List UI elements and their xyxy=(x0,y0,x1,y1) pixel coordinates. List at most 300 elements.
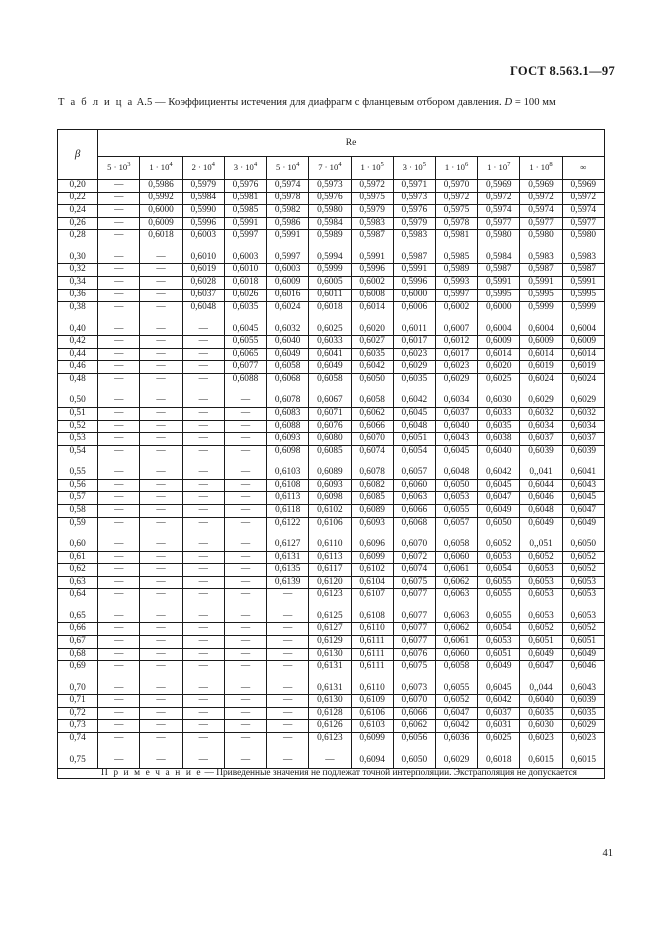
beta-value: 0,59 xyxy=(58,517,98,529)
coefficient-cell: 0,6077 xyxy=(393,589,435,601)
coefficient-cell: 0,6066 xyxy=(393,707,435,720)
coefficient-cell: 0,5975 xyxy=(351,192,393,205)
coefficient-cell: — xyxy=(224,433,266,446)
coefficient-cell: 0,6009 xyxy=(562,336,604,349)
coefficient-cell: — xyxy=(182,539,224,551)
coefficient-cell: 0,5989 xyxy=(309,230,351,242)
coefficient-cell: — xyxy=(224,505,266,518)
coefficient-cell: 0,6135 xyxy=(267,564,309,577)
coefficient-cell: 0,6126 xyxy=(309,720,351,733)
coefficient-cell: — xyxy=(98,361,140,374)
table-row xyxy=(58,361,605,374)
table-row xyxy=(58,420,605,433)
coefficient-cell: 0,6120 xyxy=(309,576,351,589)
coefficient-cell: 0,6117 xyxy=(309,564,351,577)
beta-value: 0,22 xyxy=(58,192,98,205)
coefficient-cell: 0,5997 xyxy=(267,252,309,264)
coefficient-cell: — xyxy=(182,695,224,708)
coefficient-cell: 0,6037 xyxy=(520,433,562,446)
beta-value: 0,65 xyxy=(58,611,98,623)
coefficient-cell: 0,6130 xyxy=(309,695,351,708)
coefficient-cell: — xyxy=(182,420,224,433)
coefficient-cell: 0,6099 xyxy=(351,733,393,745)
coefficient-cell: — xyxy=(182,517,224,529)
reynolds-column-header-7: $1 \cdot 10^5$ xyxy=(351,157,393,180)
coefficient-cell: 0,6050 xyxy=(351,374,393,386)
coefficient-cell: — xyxy=(182,336,224,349)
coefficient-cell: — xyxy=(140,348,182,361)
coefficient-cell: 0,6039 xyxy=(562,445,604,457)
coefficient-cell: 0,6018 xyxy=(309,302,351,314)
coefficient-cell: 0,6033 xyxy=(309,336,351,349)
coefficient-cell: 0,6047 xyxy=(435,707,477,720)
coefficient-cell: — xyxy=(182,623,224,636)
coefficient-cell: — xyxy=(224,707,266,720)
coefficient-cell: 0,6052 xyxy=(562,564,604,577)
coefficient-cell: 0,5978 xyxy=(267,192,309,205)
coefficient-cell: — xyxy=(267,636,309,649)
block-spacer xyxy=(58,457,605,467)
coefficient-cell: 0,6127 xyxy=(309,623,351,636)
coefficient-cell: — xyxy=(182,492,224,505)
coefficient-cell: — xyxy=(182,433,224,446)
coefficient-cell: 0,5979 xyxy=(182,180,224,193)
table-caption-condition: = 100 мм xyxy=(514,97,556,108)
table-row xyxy=(58,539,605,551)
beta-value: 0,54 xyxy=(58,445,98,457)
coefficient-cell: 0,6024 xyxy=(562,374,604,386)
coefficient-cell: — xyxy=(140,277,182,290)
beta-column-header: β xyxy=(58,130,98,180)
beta-value: 0,40 xyxy=(58,324,98,336)
coefficient-cell: 0,6076 xyxy=(309,420,351,433)
coefficient-cell: 0,5994 xyxy=(309,252,351,264)
coefficient-cell: — xyxy=(267,755,309,769)
coefficient-cell: 0,6000 xyxy=(393,289,435,302)
table-caption xyxy=(58,97,556,108)
coefficient-cell: 0,6048 xyxy=(393,420,435,433)
coefficient-cell: 0,6042 xyxy=(478,695,520,708)
coefficient-cell: 0,5979 xyxy=(393,217,435,230)
coefficient-cell: — xyxy=(98,252,140,264)
coefficient-cell: 0,6029 xyxy=(562,395,604,407)
coefficient-cell: 0,6035 xyxy=(478,420,520,433)
coefficient-cell: 0,5995 xyxy=(562,289,604,302)
coefficient-cell: 0,6004 xyxy=(520,324,562,336)
coefficient-cell: — xyxy=(182,707,224,720)
coefficient-cell: 0,5985 xyxy=(224,205,266,218)
coefficient-cell: 0,6023 xyxy=(562,733,604,745)
coefficient-cell: 0,6040 xyxy=(435,420,477,433)
coefficient-cell: 0,5973 xyxy=(309,180,351,193)
coefficient-cell: 0,5999 xyxy=(309,264,351,277)
coefficient-cell: 0,6007 xyxy=(435,324,477,336)
coefficient-cell: — xyxy=(98,433,140,446)
coefficient-cell: — xyxy=(267,589,309,601)
coefficient-cell: 0,5984 xyxy=(309,217,351,230)
coefficient-cell: 0,6032 xyxy=(267,324,309,336)
coefficient-cell: — xyxy=(140,445,182,457)
beta-value: 0,26 xyxy=(58,217,98,230)
coefficient-cell: 0,6076 xyxy=(393,648,435,661)
coefficient-cell: 0,5993 xyxy=(435,277,477,290)
coefficient-cell: 0,6067 xyxy=(309,395,351,407)
coefficient-cell: — xyxy=(98,289,140,302)
beta-value: 0,69 xyxy=(58,661,98,673)
coefficient-cell: 0,6099 xyxy=(351,551,393,564)
block-spacer xyxy=(58,386,605,396)
coefficient-cell: 0,6131 xyxy=(267,551,309,564)
coefficient-cell: 0,6053 xyxy=(520,611,562,623)
beta-value: 0,66 xyxy=(58,623,98,636)
coefficient-cell: 0,6131 xyxy=(309,661,351,673)
coefficient-cell: 0,6036 xyxy=(435,733,477,745)
coefficient-cell: — xyxy=(267,611,309,623)
coefficient-cell: 0,5971 xyxy=(393,180,435,193)
coefficient-cell: 0,5977 xyxy=(478,217,520,230)
coefficient-cell: — xyxy=(182,505,224,518)
coefficient-cell: — xyxy=(140,420,182,433)
table-note xyxy=(58,768,605,779)
coefficient-cell: 0,6110 xyxy=(351,623,393,636)
coefficient-cell: 0,5981 xyxy=(435,230,477,242)
note-row xyxy=(58,768,605,779)
coefficient-cell: 0,6040 xyxy=(267,336,309,349)
coefficient-cell: 0,6053 xyxy=(520,589,562,601)
coefficient-cell: 0,5980 xyxy=(520,230,562,242)
reynolds-column-header-4: $3 \cdot 10^4$ xyxy=(224,157,266,180)
beta-value: 0,62 xyxy=(58,564,98,577)
coefficient-cell: 0,6128 xyxy=(309,707,351,720)
note-dash: — xyxy=(204,767,214,778)
coefficient-cell: 0,6127 xyxy=(267,539,309,551)
coefficient-cell: 0,6031 xyxy=(478,720,520,733)
coefficient-cell: 0,6004 xyxy=(478,324,520,336)
coefficient-cell: 0,6104 xyxy=(351,576,393,589)
block-spacer xyxy=(58,745,605,755)
coefficient-cell: — xyxy=(98,589,140,601)
coefficient-cell: 0,6060 xyxy=(435,648,477,661)
table-row xyxy=(58,720,605,733)
coefficient-cell: 0,6074 xyxy=(351,445,393,457)
coefficient-cell: — xyxy=(224,539,266,551)
coefficient-cell: — xyxy=(98,683,140,695)
coefficient-cell: 0,6035 xyxy=(351,348,393,361)
coefficient-cell: 0,6018 xyxy=(478,755,520,769)
coefficient-cell: — xyxy=(140,374,182,386)
coefficient-cell: — xyxy=(140,648,182,661)
coefficient-cell: 0,5976 xyxy=(224,180,266,193)
beta-value: 0,52 xyxy=(58,420,98,433)
coefficient-cell: 0,6000 xyxy=(478,302,520,314)
coefficient-cell: 0,5991 xyxy=(393,264,435,277)
coefficient-cell: — xyxy=(98,205,140,218)
coefficient-cell: — xyxy=(140,492,182,505)
coefficient-cell: 0,5979 xyxy=(351,205,393,218)
coefficient-cell: — xyxy=(98,611,140,623)
coefficient-cell: 0,6060 xyxy=(393,479,435,492)
coefficient-cell: 0,5987 xyxy=(562,264,604,277)
beta-value: 0,55 xyxy=(58,467,98,479)
coefficient-cell: — xyxy=(98,420,140,433)
coefficient-cell: 0,5983 xyxy=(351,217,393,230)
coefficient-cell: 0,6034 xyxy=(562,420,604,433)
coefficient-cell: 0,6015 xyxy=(520,755,562,769)
coefficient-cell: — xyxy=(182,395,224,407)
beta-value: 0,71 xyxy=(58,695,98,708)
coefficient-cell: 0,5976 xyxy=(309,192,351,205)
coefficient-cell: 0,5991 xyxy=(351,252,393,264)
coefficient-cell: 0,6080 xyxy=(309,433,351,446)
coefficient-cell: 0,6019 xyxy=(520,361,562,374)
coefficient-cell: 0,6062 xyxy=(393,720,435,733)
coefficient-cell: 0,6024 xyxy=(520,374,562,386)
coefficient-cell: 0,6020 xyxy=(351,324,393,336)
coefficient-cell: 0,6070 xyxy=(351,433,393,446)
table-row xyxy=(58,433,605,446)
coefficient-cell: 0,6108 xyxy=(267,479,309,492)
coefficient-cell: — xyxy=(98,180,140,193)
beta-value: 0,60 xyxy=(58,539,98,551)
coefficient-cell: 0,6017 xyxy=(435,348,477,361)
coefficient-cell: 0,6039 xyxy=(562,695,604,708)
coefficient-cell: — xyxy=(224,623,266,636)
coefficient-cell: 0,6037 xyxy=(182,289,224,302)
coefficient-cell: — xyxy=(140,361,182,374)
coefficient-cell: 0,6033 xyxy=(478,408,520,421)
coefficient-cell: 0,6020 xyxy=(478,361,520,374)
coefficient-cell: 0,5989 xyxy=(435,264,477,277)
coefficient-cell: 0,6050 xyxy=(478,517,520,529)
coefficient-cell: 0,6035 xyxy=(224,302,266,314)
coefficient-cell: 0,6055 xyxy=(435,683,477,695)
coefficient-cell: — xyxy=(140,551,182,564)
coefficient-cell: 0,6008 xyxy=(351,289,393,302)
coefficient-cell: 0,6047 xyxy=(520,661,562,673)
coefficient-cell: 0,6106 xyxy=(309,517,351,529)
coefficient-cell: 0,6082 xyxy=(351,479,393,492)
coefficient-cell: — xyxy=(224,720,266,733)
coefficient-cell: 0,5997 xyxy=(435,289,477,302)
coefficient-cell: 0,6077 xyxy=(393,636,435,649)
coefficient-cell: — xyxy=(267,695,309,708)
coefficient-cell: 0,6025 xyxy=(478,733,520,745)
coefficient-cell: — xyxy=(224,395,266,407)
coefficient-cell: 0,6038 xyxy=(478,433,520,446)
coefficient-cell: 0,6027 xyxy=(351,336,393,349)
coefficient-cell: — xyxy=(140,324,182,336)
coefficient-cell: 0,5978 xyxy=(435,217,477,230)
block-spacer xyxy=(58,242,605,252)
coefficient-cell: 0,6019 xyxy=(562,361,604,374)
coefficient-cell: — xyxy=(140,661,182,673)
coefficient-cell: 0,5983 xyxy=(520,252,562,264)
coefficient-cell: 0,6044 xyxy=(520,479,562,492)
coefficient-cell: 0,6058 xyxy=(309,374,351,386)
coefficient-cell: 0,6051 xyxy=(478,648,520,661)
beta-value: 0,20 xyxy=(58,180,98,193)
coefficient-cell: 0,6110 xyxy=(309,539,351,551)
table-row xyxy=(58,217,605,230)
coefficient-cell: — xyxy=(98,479,140,492)
coefficient-cell: 0,6056 xyxy=(393,733,435,745)
coefficient-cell: 0,5991 xyxy=(224,217,266,230)
coefficient-cell: — xyxy=(224,636,266,649)
coefficient-cell: 0,6029 xyxy=(520,395,562,407)
table-row xyxy=(58,623,605,636)
coefficient-cell: — xyxy=(98,695,140,708)
table-row xyxy=(58,551,605,564)
coefficient-cell: 0,6040 xyxy=(478,445,520,457)
coefficient-cell: 0,6060 xyxy=(435,551,477,564)
coefficient-cell: 0,6052 xyxy=(520,551,562,564)
coefficient-cell: — xyxy=(224,648,266,661)
coefficient-cell: 0,6053 xyxy=(478,636,520,649)
table-caption-dash: — xyxy=(155,97,166,108)
coefficient-cell: 0,6085 xyxy=(309,445,351,457)
coefficient-cell: — xyxy=(224,589,266,601)
coefficient-cell: — xyxy=(182,720,224,733)
note-text: Приведенные значения не подлежат точной интерполяции. Экстраполяция не допускается xyxy=(216,767,577,778)
coefficient-cell: 0,5974 xyxy=(562,205,604,218)
table-row xyxy=(58,348,605,361)
coefficient-cell: 0,6108 xyxy=(351,611,393,623)
reynolds-column-header-9: $1 \cdot 10^6$ xyxy=(435,157,477,180)
coefficient-cell: 0,6058 xyxy=(435,539,477,551)
coefficient-cell: — xyxy=(98,408,140,421)
coefficient-cell: — xyxy=(224,408,266,421)
coefficient-cell: 0,6032 xyxy=(520,408,562,421)
coefficient-cell: 0,6054 xyxy=(478,564,520,577)
coefficient-cell: 0,5991 xyxy=(478,277,520,290)
coefficient-cell: 0,6089 xyxy=(309,467,351,479)
coefficient-cell: 0,5981 xyxy=(224,192,266,205)
coefficient-cell: — xyxy=(140,479,182,492)
coefficient-cell: — xyxy=(182,733,224,745)
coefficient-cell: 0,5975 xyxy=(435,205,477,218)
coefficient-cell: 0,6045 xyxy=(393,408,435,421)
coefficient-cell: 0,5977 xyxy=(520,217,562,230)
coefficient-cell: 0,5991 xyxy=(520,277,562,290)
beta-value: 0,48 xyxy=(58,374,98,386)
coefficient-cell: 0,,041 xyxy=(520,467,562,479)
coefficient-cell: 0,6125 xyxy=(309,611,351,623)
coefficient-cell: 0,6052 xyxy=(478,539,520,551)
coefficient-cell: 0,6042 xyxy=(435,720,477,733)
coefficient-cell: 0,6024 xyxy=(267,302,309,314)
coefficient-cell: 0,6048 xyxy=(520,505,562,518)
coefficient-cell: 0,5987 xyxy=(478,264,520,277)
coefficient-cell: — xyxy=(98,336,140,349)
coefficient-cell: 0,6063 xyxy=(435,611,477,623)
coefficient-cell: 0,6043 xyxy=(562,683,604,695)
beta-value: 0,56 xyxy=(58,479,98,492)
table-caption-number: А.5 xyxy=(136,97,153,108)
coefficient-cell: — xyxy=(98,636,140,649)
coefficient-cell: — xyxy=(140,336,182,349)
coefficient-cell: 0,6049 xyxy=(562,648,604,661)
table-row xyxy=(58,467,605,479)
coefficient-cell: — xyxy=(182,636,224,649)
coefficient-cell: 0,6000 xyxy=(140,205,182,218)
coefficient-cell: 0,6118 xyxy=(267,505,309,518)
coefficient-cell: 0,6018 xyxy=(224,277,266,290)
block-spacer xyxy=(58,314,605,324)
coefficient-cell: 0,,051 xyxy=(520,539,562,551)
coefficient-cell: 0,6009 xyxy=(140,217,182,230)
coefficient-cell: 0,6051 xyxy=(520,636,562,649)
coefficient-cell: 0,6102 xyxy=(309,505,351,518)
table-row xyxy=(58,517,605,529)
coefficient-cell: 0,6017 xyxy=(393,336,435,349)
table-header-row-group xyxy=(58,130,605,157)
reynolds-column-header-11: $1 \cdot 10^8$ xyxy=(520,157,562,180)
coefficient-cell: 0,6026 xyxy=(224,289,266,302)
coefficient-cell: 0,6049 xyxy=(267,348,309,361)
coefficient-cell: 0,6106 xyxy=(351,707,393,720)
coefficient-cell: 0,6068 xyxy=(267,374,309,386)
coefficient-cell: 0,5970 xyxy=(435,180,477,193)
coefficient-cell: 0,5980 xyxy=(309,205,351,218)
coefficient-cell: 0,6047 xyxy=(478,492,520,505)
coefficient-cell: — xyxy=(309,755,351,769)
block-spacer xyxy=(58,673,605,683)
table-row xyxy=(58,302,605,314)
coefficient-cell: 0,6014 xyxy=(520,348,562,361)
coefficient-cell: 0,6034 xyxy=(520,420,562,433)
coefficient-cell: 0,6130 xyxy=(309,648,351,661)
coefficient-cell: 0,6055 xyxy=(478,576,520,589)
coefficient-cell: 0,6063 xyxy=(435,589,477,601)
coefficient-cell: 0,5991 xyxy=(562,277,604,290)
block-spacer xyxy=(58,601,605,611)
coefficient-cell: 0,6009 xyxy=(478,336,520,349)
table-body xyxy=(58,180,605,769)
table-row xyxy=(58,289,605,302)
table-row xyxy=(58,252,605,264)
beta-value: 0,57 xyxy=(58,492,98,505)
coefficient-cell: — xyxy=(140,517,182,529)
coefficient-cell: — xyxy=(224,683,266,695)
coefficient-cell: 0,6028 xyxy=(182,277,224,290)
coefficient-cell: 0,6045 xyxy=(478,683,520,695)
coefficient-cell: 0,5980 xyxy=(562,230,604,242)
coefficient-cell: 0,6045 xyxy=(478,479,520,492)
coefficient-cell: — xyxy=(224,551,266,564)
coefficient-cell: 0,5987 xyxy=(351,230,393,242)
coefficient-cell: 0,6098 xyxy=(309,492,351,505)
coefficient-cell: 0,6005 xyxy=(309,277,351,290)
coefficient-cell: — xyxy=(140,302,182,314)
table-row xyxy=(58,636,605,649)
coefficient-cell: — xyxy=(98,395,140,407)
coefficient-cell: 0,6010 xyxy=(182,252,224,264)
coefficient-cell: 0,6050 xyxy=(393,755,435,769)
coefficient-cell: — xyxy=(182,564,224,577)
coefficient-cell: — xyxy=(267,648,309,661)
table-row xyxy=(58,755,605,769)
coefficient-cell: — xyxy=(98,505,140,518)
coefficient-cell: 0,6068 xyxy=(393,517,435,529)
coefficient-cell: 0,6029 xyxy=(435,755,477,769)
block-spacer xyxy=(58,529,605,539)
table-row xyxy=(58,695,605,708)
coefficient-cell: — xyxy=(98,302,140,314)
beta-value: 0,34 xyxy=(58,277,98,290)
coefficient-cell: 0,5972 xyxy=(562,192,604,205)
coefficient-cell: 0,6065 xyxy=(224,348,266,361)
coefficient-cell: 0,6113 xyxy=(267,492,309,505)
